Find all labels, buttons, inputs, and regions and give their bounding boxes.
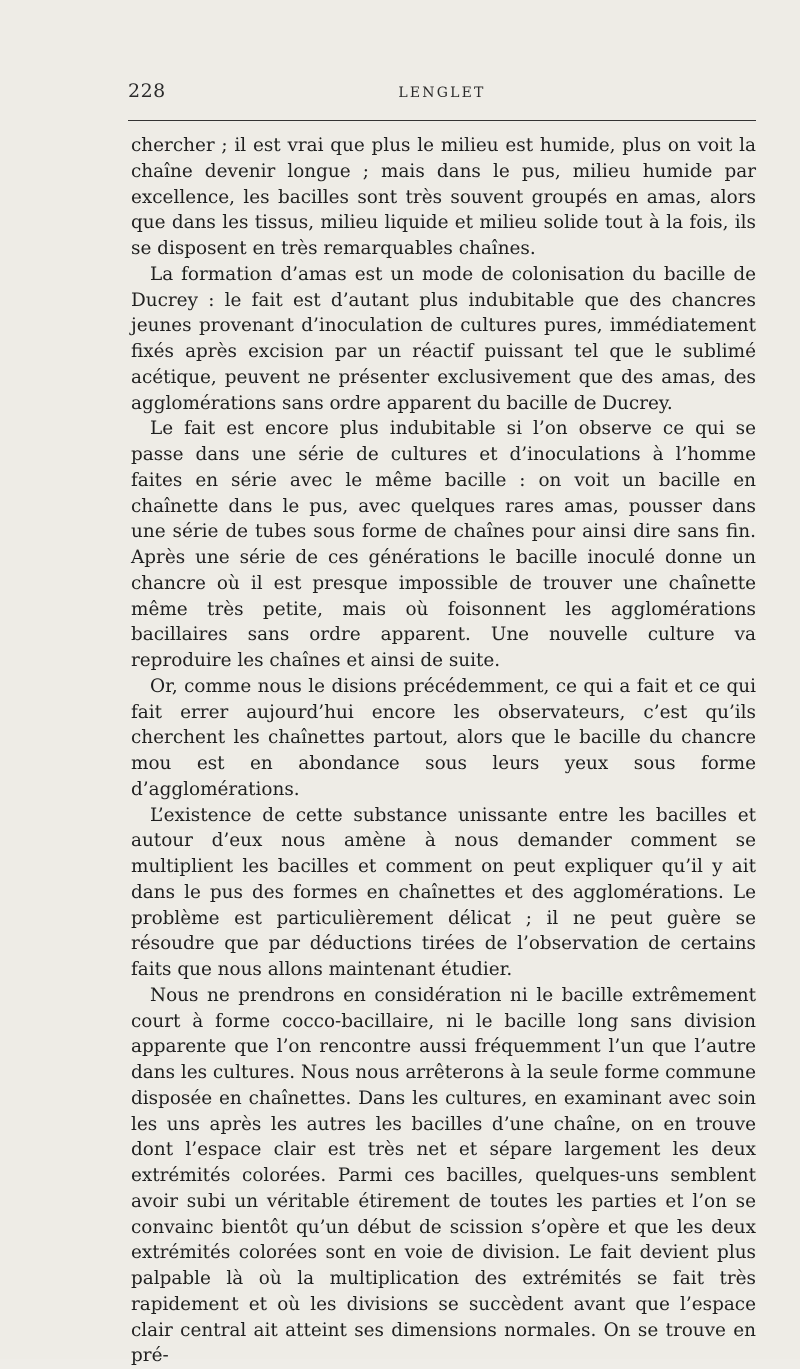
header-rule	[128, 120, 756, 121]
page-number: 228	[128, 80, 166, 102]
paragraph: Le fait est encore plus indubitable si l’on observe ce qui se passe dans une série de cultures et d’inoculations à l’homme faites en série avec le même bacille : on voit un bacille en chaînette dans le pus, avec quelques rares amas, pousser dans une série de tubes sous forme de chaînes pour ainsi dire sans fin. Après une série de ces générations le bacille inoculé donne un chancre où il est presque impossible de trouver une chaînette même très petite, mais où foisonnent les agglomérations bacillaires sans ordre apparent. Une nouvelle culture va reproduire les chaînes et ainsi de suite.	[131, 418, 756, 671]
paragraph: L’existence de cette substance unissante entre les bacilles et autour d’eux nous amène à nous demander comment se multiplient les bacilles et comment on peut expliquer qu’il y ait dans le pus des formes en chaînettes et des agglomérations. Le problème est particulièrement délicat ; il ne peut guère se résoudre que par déductions tirées de l’observation de certains faits que nous allons maintenant étudier.	[131, 804, 756, 980]
paragraph: La formation d’amas est un mode de colonisation du bacille de Ducrey : le fait est d’autant plus indubitable que des chancres jeunes provenant d’inoculation de cultures pures, immédiatement fixés après excision par un réactif puissant tel que le sublimé acétique, peuvent ne présenter exclusivement que des amas, des agglomérations sans ordre apparent du bacille de Ducrey.	[131, 263, 756, 414]
running-head: LENGLET	[398, 85, 486, 101]
paragraph: Nous ne prendrons en considération ni le bacille extrêmement court à forme cocco-bacillaire, ni le bacille long sans division apparente que l’on rencontre aussi fréquemment l’un que l’autre dans les cultures. Nous nous arrêterons à la seule forme commune disposée en chaînettes. Dans les cultures, en examinant avec soin les uns après les autres les bacilles d’une chaîne, on en trouve dont l’espace clair est très net et sépare largement les deux extrémités colorées. Parmi ces bacilles, quelques-uns semblent avoir subi un véritable étirement de toutes les parties et l’on se convainc bientôt qu’un début de scission s’opère et que les deux extrémités colorées sont en voie de division. Le fait devient plus palpable là où la multiplication des extrémités se fait très rapidement et où les divisions se succèdent avant que l’espace clair central ait atteint ses dimensions normales. On se trouve en pré-	[131, 984, 756, 1367]
page-header	[128, 80, 756, 106]
body-text	[131, 133, 756, 1369]
paragraph-continuation: chercher ; il est vrai que plus le milieu est humide, plus on voit la chaîne devenir longue ; mais dans le pus, milieu humide par excellence, les bacilles sont très souvent groupés en amas, alors que dans les tissus, milieu liquide et milieu solide tout à la fois, ils se disposent en très remarquables chaînes.	[131, 135, 756, 259]
paragraph: Or, comme nous le disions précédemment, ce qui a fait et ce qui fait errer aujourd’hui encore les observateurs, c’est qu’ils cherchent les chaînettes partout, alors que le bacille du chancre mou est en abondance sous leurs yeux sous forme d’agglomérations.	[131, 675, 756, 800]
